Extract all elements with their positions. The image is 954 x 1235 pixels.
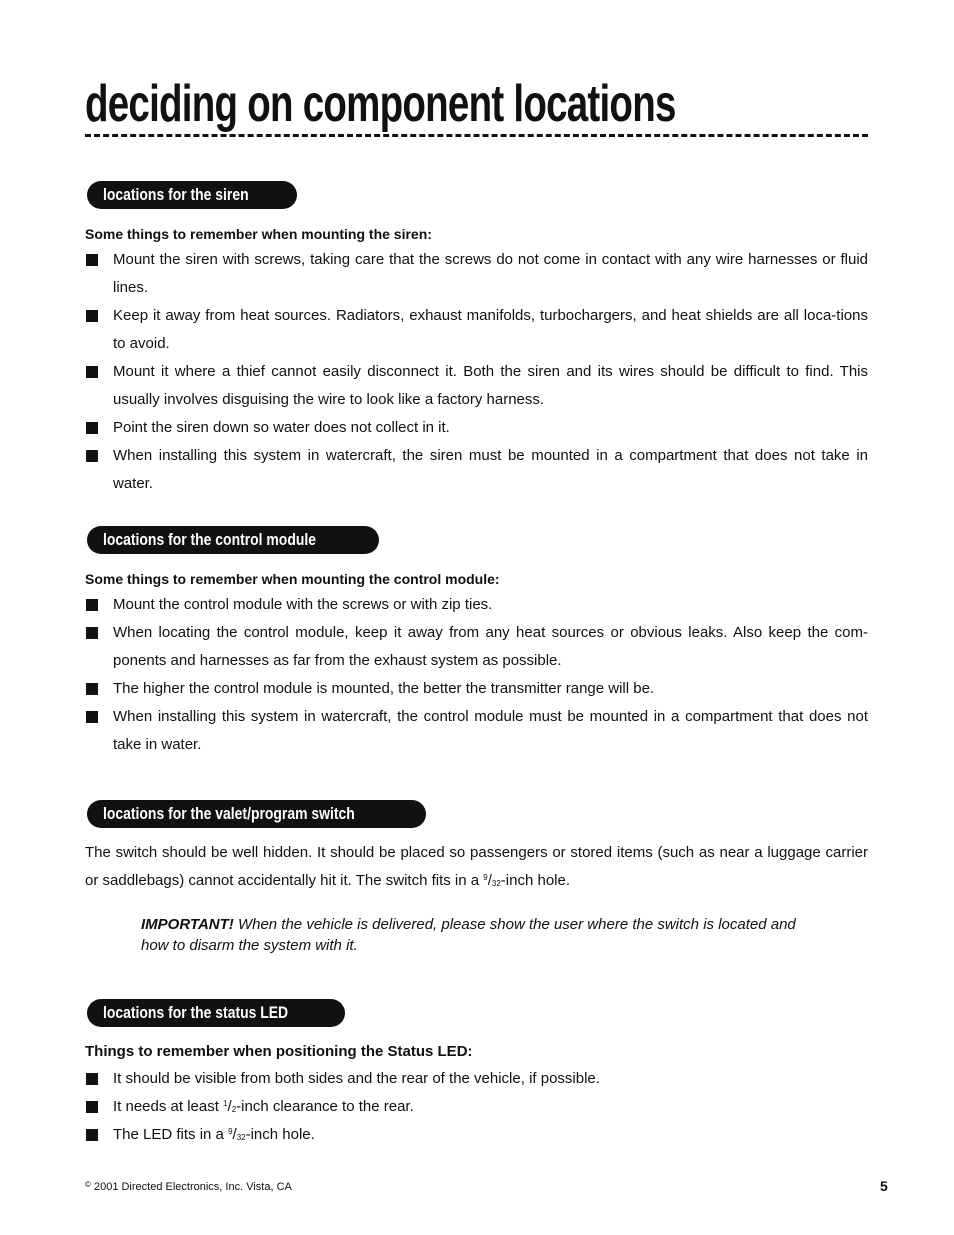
- square-bullet-icon: [86, 422, 98, 434]
- section-heading-valet-switch-label: locations for the valet/program switch: [103, 804, 355, 823]
- square-bullet-icon: [86, 1101, 98, 1113]
- section-heading-status-led-label: locations for the status LED: [103, 1003, 289, 1022]
- square-bullet-icon: [86, 254, 98, 266]
- list-item: It should be visible from both sides and the rear of the vehicle, if possible.: [85, 1065, 868, 1093]
- square-bullet-icon: [86, 599, 98, 611]
- section-heading-status-led: [87, 999, 345, 1027]
- list-item: Point the siren down so water does not collect in it.: [85, 414, 868, 442]
- siren-list: [85, 246, 868, 498]
- important-note: IMPORTANT! When the vehicle is delivered, please show the user where the switch is located and how to disarm the system with it.: [141, 916, 796, 954]
- copyright-symbol: ©: [85, 1180, 91, 1189]
- page-title: deciding on component locations: [85, 75, 676, 133]
- fraction: $^9/_{32}$: [483, 872, 501, 889]
- fraction: $^1/_2$: [223, 1098, 237, 1115]
- status-led-list: [85, 1065, 868, 1149]
- section-heading-control-module-label: locations for the control module: [103, 530, 316, 549]
- list-item: The LED fits in a $^9/_{32}$-inch hole.: [85, 1121, 868, 1149]
- square-bullet-icon: [86, 310, 98, 322]
- square-bullet-icon: [86, 366, 98, 378]
- list-item: When installing this system in watercraft, the siren must be mounted in a compartment that does not take in water.: [85, 442, 868, 498]
- page-number: 5: [880, 1178, 888, 1194]
- square-bullet-icon: [86, 1073, 98, 1085]
- status-led-intro: Things to remember when positioning the Status LED:: [85, 1043, 473, 1060]
- siren-intro: Some things to remember when mounting the siren:: [85, 226, 432, 242]
- square-bullet-icon: [86, 450, 98, 462]
- valet-switch-paragraph: The switch should be well hidden. It should be placed so passengers or stored items (such as near a luggage carrier or saddlebags) cannot accidentally hit it. The switch fits in a $^9/_{32}$-inch hole.: [85, 844, 868, 889]
- list-item: It needs at least $^1/_2$-inch clearance to the rear.: [85, 1093, 868, 1121]
- list-item: When installing this system in watercraft, the control module must be mounted in a compartment that does not take in water.: [85, 703, 868, 759]
- square-bullet-icon: [86, 711, 98, 723]
- square-bullet-icon: [86, 1129, 98, 1141]
- list-item: Mount it where a thief cannot easily disconnect it. Both the siren and its wires should be difficult to find. This usually involves disguising the wire to look like a factory harness.: [85, 358, 868, 414]
- section-heading-siren-label: locations for the siren: [103, 185, 249, 204]
- footer-copyright: © 2001 Directed Electronics, Inc. Vista, CA: [85, 1180, 292, 1193]
- section-heading-control-module: [87, 526, 379, 554]
- list-item: When locating the control module, keep it away from any heat sources or obvious leaks. Also keep the com-ponents and harnesses as far from the exhaust system as possible.: [85, 619, 868, 675]
- square-bullet-icon: [86, 683, 98, 695]
- title-dashed-rule: [85, 134, 868, 137]
- fraction: $^9/_{32}$: [228, 1126, 246, 1143]
- list-item: Mount the control module with the screws or with zip ties.: [85, 591, 868, 619]
- square-bullet-icon: [86, 627, 98, 639]
- control-module-intro: Some things to remember when mounting the control module:: [85, 571, 500, 587]
- section-heading-valet-switch: [87, 800, 426, 828]
- section-heading-siren: [87, 181, 297, 209]
- important-label: IMPORTANT!: [141, 916, 234, 933]
- list-item: The higher the control module is mounted, the better the transmitter range will be.: [85, 675, 868, 703]
- control-module-list: [85, 591, 868, 759]
- list-item: Mount the siren with screws, taking care that the screws do not come in contact with any wire harnesses or fluid lines.: [85, 246, 868, 302]
- list-item: Keep it away from heat sources. Radiators, exhaust manifolds, turbochargers, and heat shields are all loca-tions to avoid.: [85, 302, 868, 358]
